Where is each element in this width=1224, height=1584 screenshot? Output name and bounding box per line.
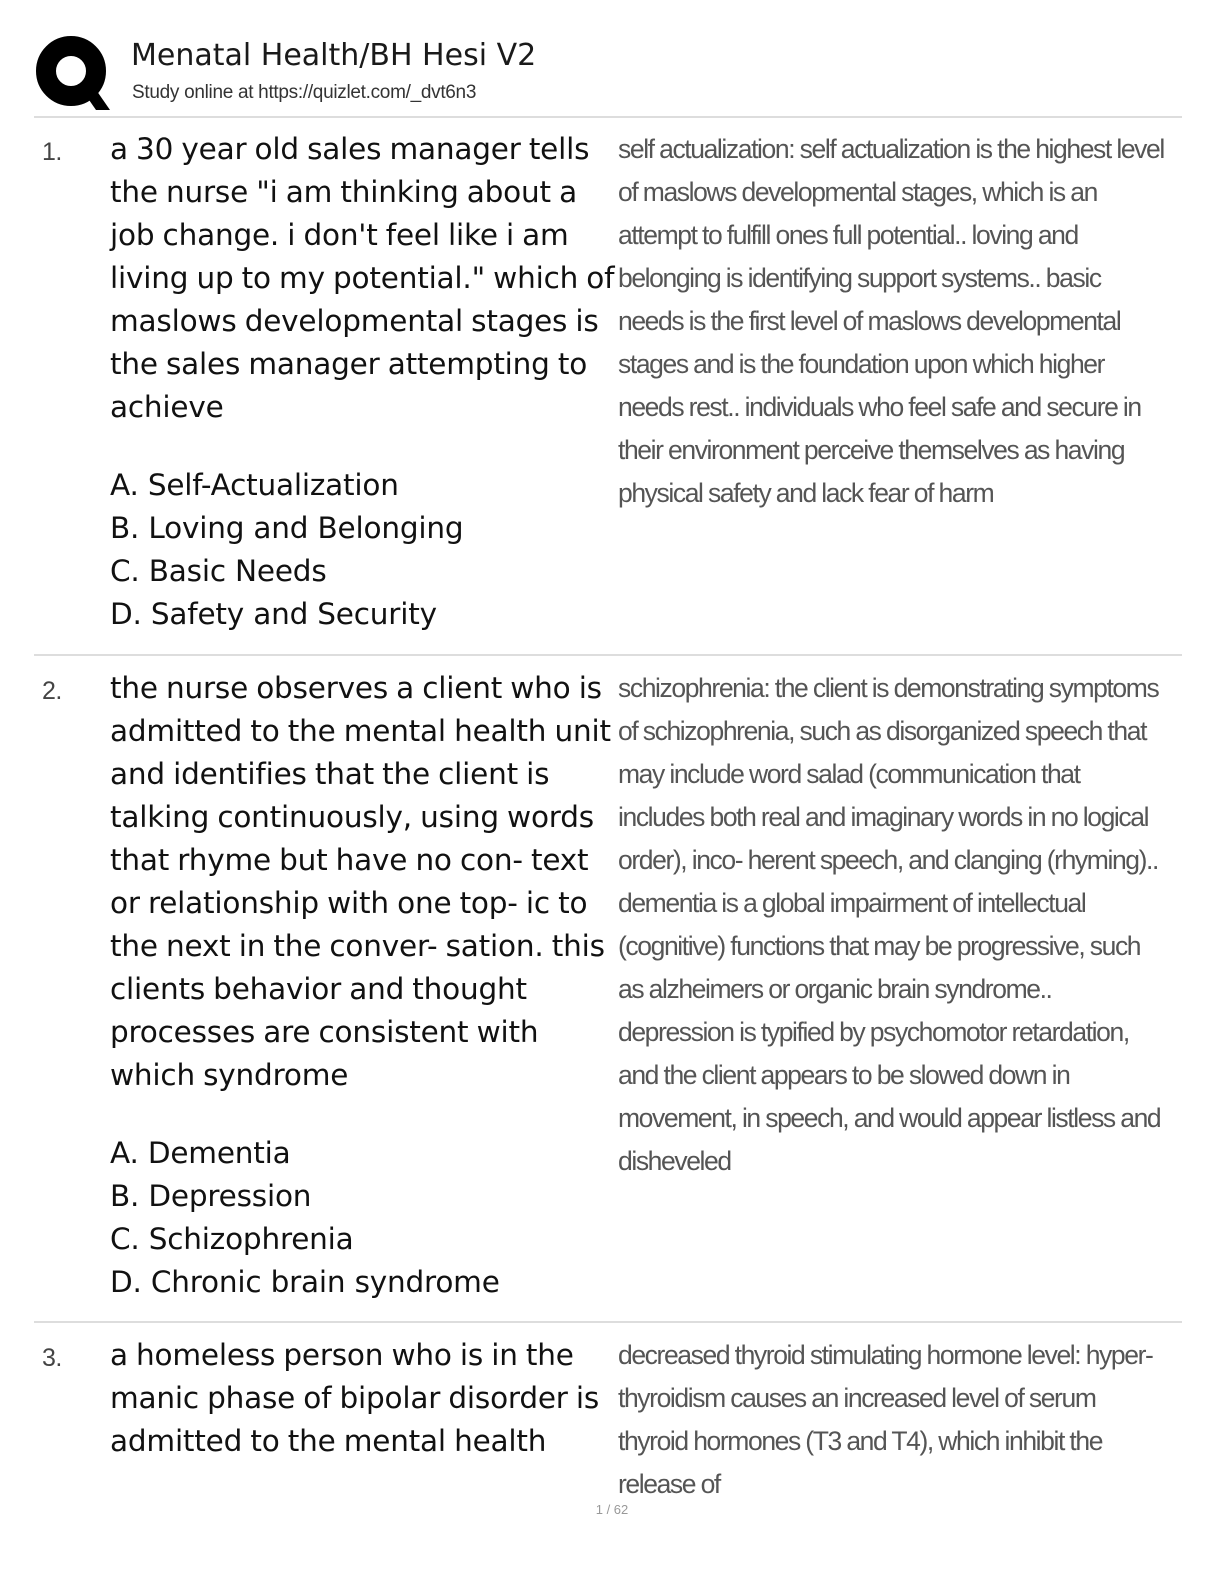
card-question	[110, 128, 620, 636]
card-divider	[34, 1321, 1182, 1323]
options-list	[110, 464, 620, 636]
card-number: 1.	[42, 138, 62, 166]
card-number: 2.	[42, 677, 62, 705]
card-question	[110, 1334, 620, 1463]
option-a: A. Dementia	[110, 1136, 291, 1170]
card-divider	[34, 654, 1182, 656]
option-d: D. Safety and Security	[110, 597, 437, 631]
card-question	[110, 667, 620, 1304]
question-text: the nurse observes a client who is admitted to the mental health unit and identifies that the client is talking continuously, using words that rhyme but have no con- text or relationship with one top- ic to the next in the conver- sation. this clients behavior and thought processes are consistent with which syndrome	[110, 671, 611, 1092]
option-d: D. Chronic brain syndrome	[110, 1265, 500, 1299]
card-answer: decreased thyroid stimulating hormone level: hyper- thyroidism causes an increased level of serum thyroid hormones (T3 and T4), which inhibit the release of	[618, 1340, 1153, 1499]
option-b: B. Loving and Belonging	[110, 511, 464, 545]
page-header	[34, 34, 1184, 114]
options-list	[110, 1132, 620, 1304]
question-text: a 30 year old sales manager tells the nurse "i am thinking about a job change. i don't feel like i am living up to my potential." which of maslows developmental stages is the sales manager attempting to achieve	[110, 132, 615, 424]
quizlet-logo-icon	[34, 34, 112, 112]
card-answer: self actualization: self actualization is the highest level of maslows developmental stages, which is an attempt to fulfill ones full potential.. loving and belonging is identifying support systems.. basic needs is the first level of maslows developmental stages and is the foundation upon which higher needs rest.. individuals who feel safe and secure in their environment perceive themselves as having physical safety and lack fear of harm	[618, 134, 1164, 508]
option-b: B. Depression	[110, 1179, 312, 1213]
page-number: 1 / 62	[595, 1502, 629, 1517]
option-a: A. Self-Actualization	[110, 468, 399, 502]
card-answer: schizophrenia: the client is demonstrating symptoms of schizophrenia, such as disorganized speech that may include word salad (communication that includes both real and imaginary words in no logical order), inco- herent speech, and clanging (rhyming).. dementia is a global impairment of intellectual (cognitive) functions that may be progressive, such as alzheimers or organic brain syndrome.. depression is typified by psychomotor retardation, and the client appears to be slowed down in movement, in speech, and would appear listless and disheveled	[618, 673, 1161, 1176]
option-c: C. Basic Needs	[110, 554, 327, 588]
page-title: Menatal Health/BH Hesi V2	[131, 38, 537, 73]
option-c: C. Schizophrenia	[110, 1222, 354, 1256]
study-online-link[interactable]: Study online at https://quizlet.com/_dvt6n3	[132, 82, 477, 103]
header-divider	[34, 116, 1182, 118]
question-text: a homeless person who is in the manic phase of bipolar disorder is admitted to the mental health	[110, 1338, 600, 1458]
card-number: 3.	[42, 1344, 62, 1372]
